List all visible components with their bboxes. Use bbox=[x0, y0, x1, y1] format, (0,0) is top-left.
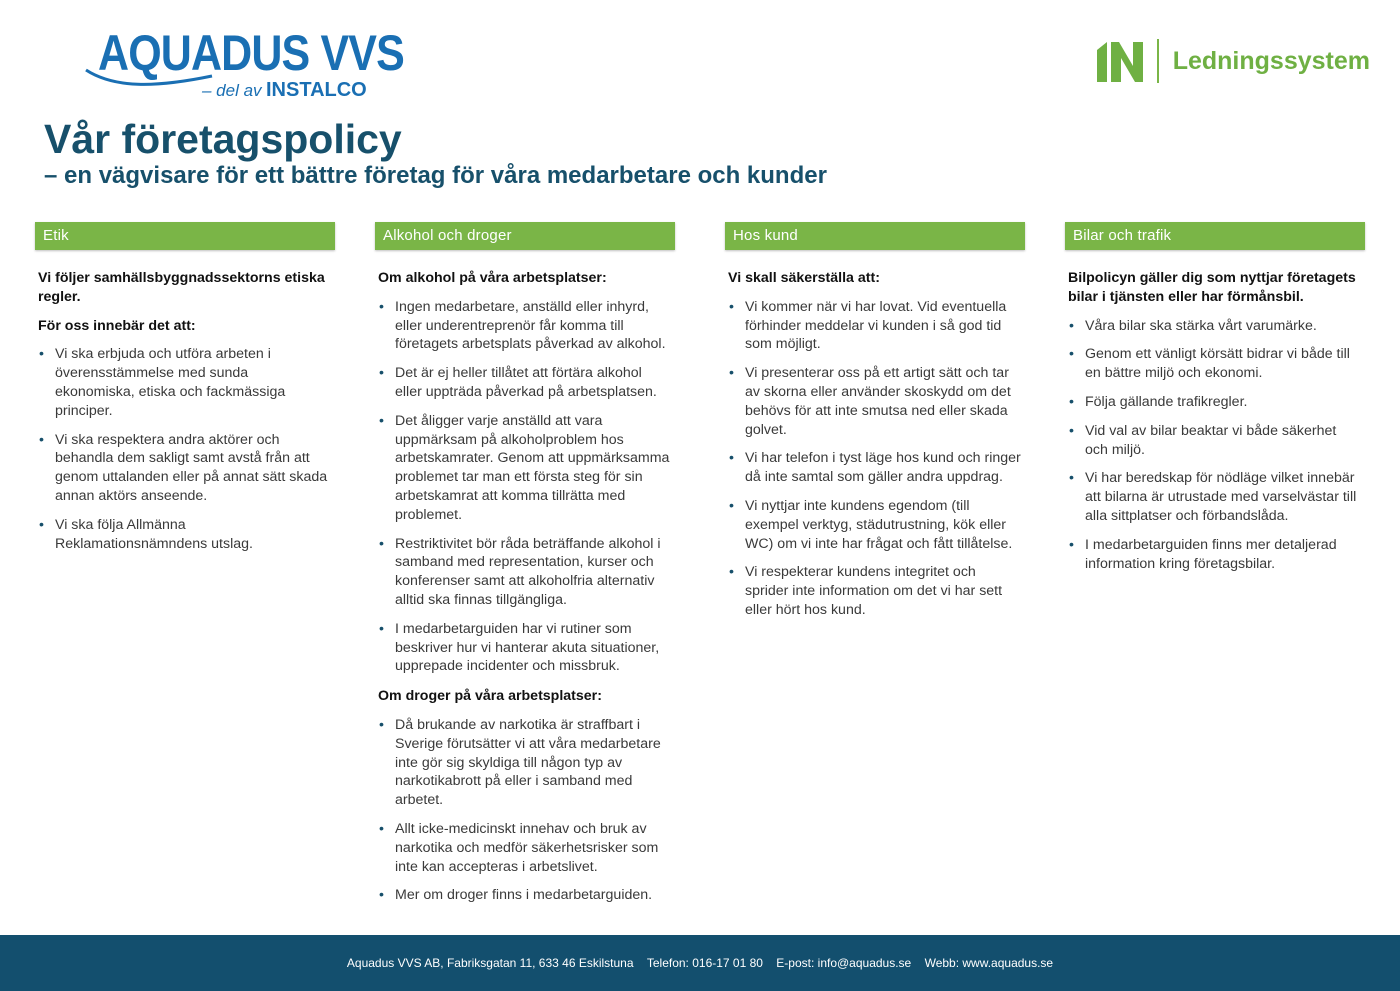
bullet-list-drugs bbox=[378, 716, 671, 905]
list-item: • Mer om droger finns i medarbetarguiden. bbox=[378, 886, 671, 905]
list-item: • Vi presenterar oss på ett artigt sätt och tar av skorna eller använder skoskydd om det behövs för att inte smutsa ned eller skada golvet. bbox=[728, 364, 1021, 439]
list-item: • I medarbetarguiden har vi rutiner som beskriver hur vi hanterar akuta situationer, upprepade incidenter och missbruk. bbox=[378, 620, 671, 676]
bullet-list bbox=[728, 298, 1021, 620]
bullet-list bbox=[378, 298, 671, 676]
list-item: • Vi nyttjar inte kundens egendom (till exempel verktyg, städutrustning, kök eller WC) om vi inte har frågat och fått tillåtelse. bbox=[728, 497, 1021, 553]
logo-group-name: INSTALCO bbox=[266, 79, 367, 101]
bullet-list bbox=[1068, 317, 1361, 574]
list-item: • Vi kommer när vi har lovat. Vid eventuella förhinder meddelar vi kunden i så god tid som möjligt. bbox=[728, 298, 1021, 354]
list-item: • Det är ej heller tillåtet att förtära alkohol eller uppträda påverkad på arbetsplatsen. bbox=[378, 364, 671, 402]
list-item: • Våra bilar ska stärka vårt varumärke. bbox=[1068, 317, 1361, 336]
column-lead: Vi följer samhällsbyggnadssektorns etiska regler. bbox=[38, 270, 325, 305]
page-subtitle: – en vägvisare för ett bättre företag för våra medarbetare och kunder bbox=[44, 162, 827, 189]
logo-subline bbox=[202, 79, 367, 103]
list-item: • Vi ska respektera andra aktörer och behandla dem sakligt samt avstå från att genom uttalanden eller på annat sätt skada annan aktörs anseende. bbox=[38, 431, 331, 506]
page-title: Vår företagspolicy bbox=[44, 116, 402, 162]
footer-web: Webb: www.aquadus.se bbox=[924, 956, 1054, 970]
column-lead: Bilpolicyn gäller dig som nyttjar företagets bilar i tjänsten eller har förmånsbil. bbox=[1068, 270, 1356, 305]
logo-system-name: Ledningssystem bbox=[1172, 46, 1370, 75]
ledningssystem-logo bbox=[1095, 38, 1370, 84]
logo-separator bbox=[1157, 39, 1159, 83]
list-item: • Restriktivitet bör råda beträffande alkohol i samband med representation, kurser och konferenser samt att alkoholfria alternativ alltid ska finnas tillgängliga. bbox=[378, 535, 671, 610]
bullet-list bbox=[38, 345, 331, 553]
column-alkohol bbox=[375, 222, 675, 916]
list-item: • Vi respekterar kundens integritet och sprider inte information om det vi har sett eller hört hos kund. bbox=[728, 563, 1021, 619]
aquadus-logo bbox=[84, 25, 404, 102]
list-item: • Vi har telefon i tyst läge hos kund och ringer då inte samtal som gäller andra uppdrag. bbox=[728, 449, 1021, 487]
list-item: • Genom ett vänligt körsätt bidrar vi både till en bättre miljö och ekonomi. bbox=[1068, 345, 1361, 383]
column-lead: Vi skall säkerställa att: bbox=[728, 270, 880, 286]
list-item: • Vi har beredskap för nödläge vilket innebär att bilarna är utrustade med varselvästar till alla sittplatser och förbandslåda. bbox=[1068, 469, 1361, 525]
list-item: • Vi ska erbjuda och utföra arbeten i överensstämmelse med sunda ekonomiska, etiska och fackmässiga principer. bbox=[38, 345, 331, 420]
column-heading: Bilar och trafik bbox=[1065, 222, 1365, 250]
list-item: • I medarbetarguiden finns mer detaljerad information kring företagsbilar. bbox=[1068, 536, 1361, 574]
footer-phone: Telefon: 016-17 01 80 bbox=[646, 956, 763, 970]
list-item: • Vid val av bilar beaktar vi både säkerhet och miljö. bbox=[1068, 422, 1361, 460]
list-item: • Följa gällande trafikregler. bbox=[1068, 393, 1361, 412]
column-heading: Hos kund bbox=[725, 222, 1025, 250]
column-lead-secondary: För oss innebär det att: bbox=[38, 317, 196, 334]
list-item: • Det åligger varje anställd att vara uppmärksam på alkoholproblem hos arbetskamrater. Genom att uppmärksamma problemet tar man ett första steg för sin arbetskamrat att komma tillrätta med problemet. bbox=[378, 412, 671, 525]
list-item: • Då brukande av narkotika är straffbart i Sverige förutsätter vi att våra medarbetare inte gör sig skyldiga till någon typ av narkotikabrott på eller i samband med arbetet. bbox=[378, 716, 671, 810]
list-item: • Allt icke-medicinskt innehav och bruk av narkotika och medför säkerhetsrisker som inte kan accepteras i arbetslivet. bbox=[378, 820, 671, 876]
column-etik bbox=[35, 222, 335, 564]
logo-del-av: – del av bbox=[202, 81, 262, 100]
column-hos-kund bbox=[725, 222, 1025, 631]
column-heading: Etik bbox=[35, 222, 335, 250]
footer-email: E-post: info@aquadus.se bbox=[776, 956, 912, 970]
column-lead-secondary: Om droger på våra arbetsplatser: bbox=[378, 688, 602, 705]
column-heading: Alkohol och droger bbox=[375, 222, 675, 250]
in-logo-icon bbox=[1095, 38, 1147, 84]
column-lead: Om alkohol på våra arbetsplatser: bbox=[378, 270, 607, 286]
footer-contact bbox=[0, 956, 1400, 970]
logo-brand-text: AQUADUS VVS bbox=[98, 25, 404, 81]
footer-address: Aquadus VVS AB, Fabriksgatan 11, 633 46 Eskilstuna bbox=[346, 956, 634, 970]
column-bilar bbox=[1065, 222, 1365, 584]
footer bbox=[0, 935, 1400, 991]
list-item: • Vi ska följa Allmänna Reklamationsnämndens utslag. bbox=[38, 516, 331, 554]
list-item: • Ingen medarbetare, anställd eller inhyrd, eller underentreprenör får komma till företagets arbetsplats påverkad av alkohol. bbox=[378, 298, 671, 354]
